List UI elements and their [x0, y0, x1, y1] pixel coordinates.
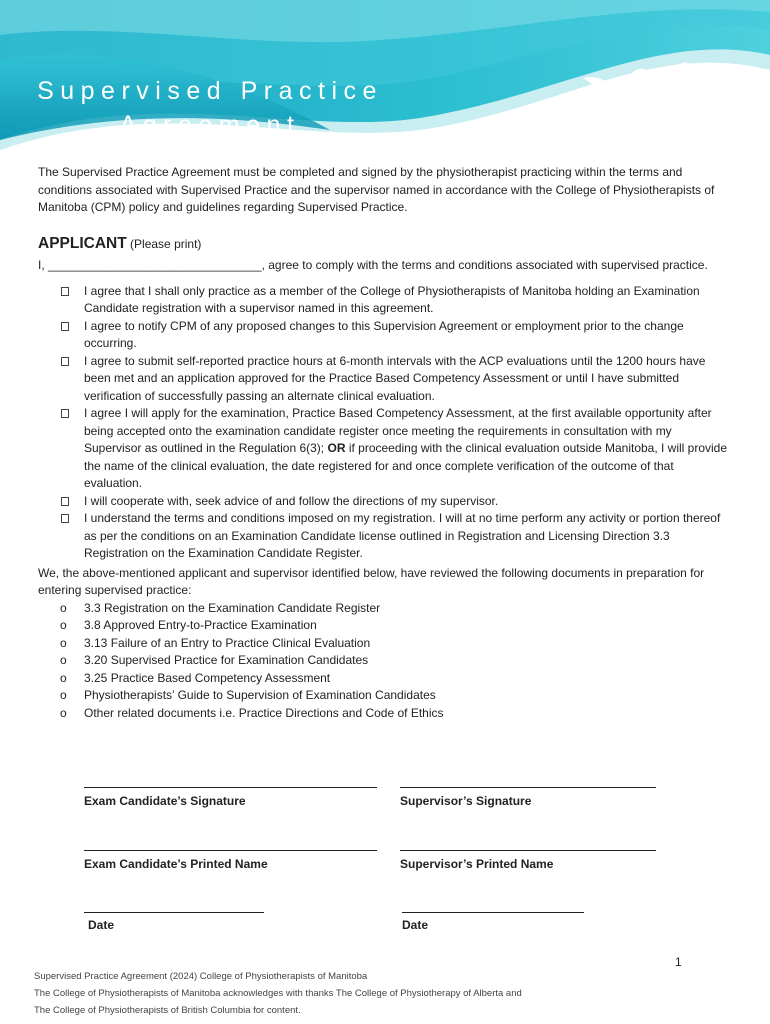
checkbox-icon[interactable]: [61, 514, 69, 523]
candidate-signature-line[interactable]: [84, 787, 377, 788]
bullet-icon: o: [60, 688, 67, 702]
bullet-icon: o: [60, 653, 67, 667]
document-item: o Physiotherapists’ Guide to Supervision of Examination Candidates: [84, 687, 730, 705]
candidate-date-label: Date: [88, 918, 115, 932]
candidate-name-label: Exam Candidate’s Printed Name: [84, 857, 268, 871]
checklist-item: I agree to notify CPM of any proposed changes to this Supervision Agreement or employment prior to the change occurring.: [84, 318, 730, 353]
title-line-1: Supervised Practice: [37, 77, 383, 105]
checklist-item: I agree that I shall only practice as a member of the College of Physiotherapists of Manitoba holding an Examination Candidate registration with a supervisor named in this agreement.: [84, 283, 730, 318]
candidate-name-line[interactable]: [84, 850, 377, 851]
checkbox-icon[interactable]: [61, 497, 69, 506]
document-item: o 3.20 Supervised Practice for Examination Candidates: [84, 652, 730, 670]
checklist-item: I understand the terms and conditions imposed on my registration. I will at no time perform any activity or portion thereof as per the conditions on an Examination Candidate license outlined in Registration and Licensing Direction 3.3 Registration on the Examination Candidate Register.: [84, 510, 730, 563]
checklist-item: I agree I will apply for the examination, Practice Based Competency Assessment, at the first available opportunity after being accepted onto the examination candidate register once meeting the requirements in consultation with my Supervisor as outlined in the Regulation 6(3); OR if proceeding with the clinical evaluation outside Manitoba, I will provide the name of the clinical evaluation, the date registered for and once complete verification of the outcome of that evaluation.: [84, 405, 730, 493]
bullet-icon: o: [60, 600, 67, 615]
checkbox-icon[interactable]: [61, 357, 69, 366]
footer-line-3: The College of Physiotherapists of British Columbia for content.: [34, 1005, 301, 1016]
supervisor-date-label: Date: [402, 918, 429, 932]
supervisor-date-line[interactable]: [402, 912, 584, 913]
documents-intro: We, the above-mentioned applicant and supervisor identified below, have reviewed the following documents in preparation for entering supervised practice:: [38, 565, 705, 597]
document-item: o 3.8 Approved Entry-to-Practice Examination: [84, 617, 730, 635]
document-body: [38, 164, 730, 722]
footer-line-2: The College of Physiotherapists of Manitoba acknowledges with thanks The College of Physiotherapy of Alberta and: [34, 988, 522, 999]
footer: [34, 968, 522, 1019]
document-item: o 3.13 Failure of an Entry to Practice Clinical Evaluation: [84, 635, 730, 653]
checkbox-icon[interactable]: [61, 322, 69, 331]
checkbox-icon[interactable]: [61, 409, 69, 418]
title-line-2: Agreement: [119, 111, 301, 139]
applicant-agreement-text: agree to comply with the terms and conditions associated with supervised practice.: [264, 258, 708, 272]
bullet-icon: o: [60, 618, 67, 632]
agreement-checklist: [38, 283, 730, 563]
bullet-icon: o: [60, 670, 67, 685]
supervisor-name-line[interactable]: [400, 850, 656, 851]
footer-line-1: Supervised Practice Agreement (2024) College of Physiotherapists of Manitoba: [34, 971, 368, 982]
supervisor-name-label: Supervisor’s Printed Name: [400, 857, 554, 871]
page-number: 1: [675, 955, 682, 969]
supervisor-signature-line[interactable]: [400, 787, 656, 788]
checklist-item: I will cooperate with, seek advice of and follow the directions of my supervisor.: [84, 493, 730, 511]
document-item: o 3.25 Practice Based Competency Assessment: [84, 670, 730, 688]
intro-paragraph: The Supervised Practice Agreement must be completed and signed by the physiotherapist practicing within the terms and conditions associated with Supervised Practice and the supervisor named in accordance with the College of Physiotherapists of Manitoba (CPM) policy and guidelines regarding Supervised Practice.: [38, 165, 715, 214]
bullet-icon: o: [60, 705, 67, 720]
document-item: o 3.3 Registration on the Examination Candidate Register: [84, 600, 730, 618]
candidate-date-line[interactable]: [84, 912, 264, 913]
document-item: o Other related documents i.e. Practice Directions and Code of Ethics: [84, 705, 730, 723]
applicant-section: [38, 235, 730, 254]
applicant-agreement: [38, 257, 730, 275]
bullet-icon: o: [60, 635, 67, 650]
checklist-item: I agree to submit self-reported practice hours at 6-month intervals with the ACP evaluations until the 1200 hours have been met and an application approved for the Practice Based Competency Assessment or until I have submitted verification of successfully passing an alternate clinical evaluation.: [84, 353, 730, 406]
documents-list: [38, 600, 730, 723]
applicant-heading: APPLICANT: [38, 234, 127, 252]
supervisor-signature-label: Supervisor’s Signature: [400, 794, 532, 808]
header-banner: [0, 0, 770, 160]
applicant-name-blank[interactable]: I, ________________________________,: [38, 258, 265, 272]
checkbox-icon[interactable]: [61, 287, 69, 296]
cpm-logo-icon: [575, 56, 695, 136]
candidate-signature-label: Exam Candidate’s Signature: [84, 794, 246, 808]
applicant-subheading: (Please print): [130, 236, 202, 251]
page-title: [0, 74, 420, 142]
